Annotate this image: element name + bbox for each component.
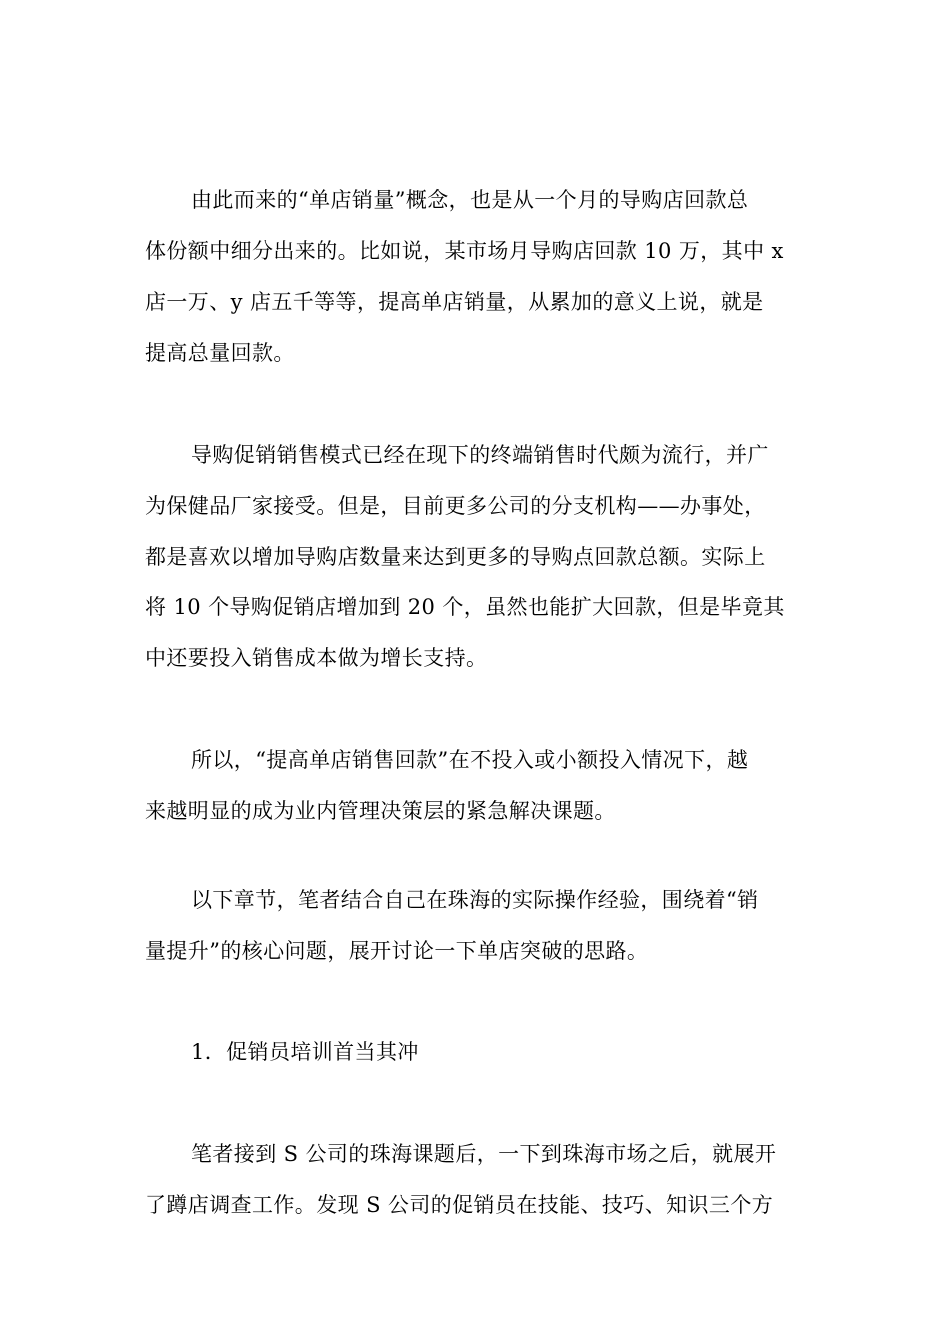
paragraph-4-line-1: 以下章节，笔者结合自己在珠海的实际操作经验，围绕着“销 <box>191 888 759 912</box>
paragraph-2-line-2: 为保健品厂家接受。但是，目前更多公司的分支机构——办事处， <box>145 494 766 518</box>
paragraph-2-line-1: 导购促销销售模式已经在现下的终端销售时代颇为流行，并广 <box>191 443 769 467</box>
paragraph-4-line-2: 量提升”的核心问题，展开讨论一下单店突破的思路。 <box>145 939 649 963</box>
paragraph-3-line-2: 来越明显的成为业内管理决策层的紧急解决课题。 <box>145 799 616 823</box>
paragraph-5-line-2: 了蹲店调查工作。发现 S 公司的促销员在技能、技巧、知识三个方 <box>145 1193 774 1217</box>
paragraph-2-line-3: 都是喜欢以增加导购店数量来达到更多的导购点回款总额。实际上 <box>145 545 766 569</box>
paragraph-1-line-4: 提高总量回款。 <box>145 341 295 365</box>
paragraph-2-line-5: 中还要投入销售成本做为增长支持。 <box>145 646 488 670</box>
section-heading: 1．促销员培训首当其冲 <box>191 1040 419 1064</box>
paragraph-1-line-3: 店一万、y 店五千等等，提高单店销量，从累加的意义上说，就是 <box>145 290 764 314</box>
paragraph-3-line-1: 所以，“提高单店销售回款”在不投入或小额投入情况下，越 <box>191 748 749 772</box>
paragraph-5-line-1: 笔者接到 S 公司的珠海课题后，一下到珠海市场之后，就展开 <box>191 1142 777 1166</box>
paragraph-1-line-2: 体份额中细分出来的。比如说，某市场月导购店回款 10 万，其中 x <box>145 239 784 263</box>
paragraph-1-line-1: 由此而来的“单店销量”概念，也是从一个月的导购店回款总 <box>191 188 749 212</box>
paragraph-2-line-4: 将 10 个导购促销店增加到 20 个，虽然也能扩大回款，但是毕竟其 <box>145 595 785 619</box>
